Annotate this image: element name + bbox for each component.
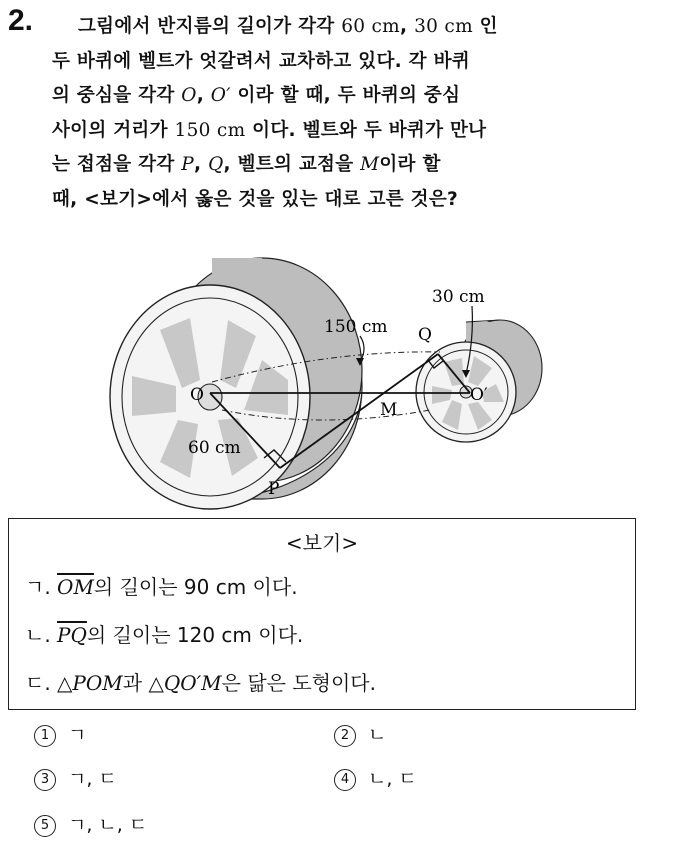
stem-line	[52, 45, 637, 80]
choice-4[interactable]	[334, 764, 417, 791]
bogi-item	[25, 571, 298, 600]
stem-line	[52, 148, 637, 183]
choice-number: 3	[34, 769, 56, 791]
bogi-math: $\overline{OM}$	[57, 575, 94, 599]
bogi-math: $\overline{PQ}$	[57, 623, 87, 647]
label-Q: Q	[418, 325, 432, 345]
question-number: 2.	[8, 4, 34, 37]
stem-text: 인	[472, 16, 498, 37]
bogi-item	[25, 619, 303, 648]
stem-text: ,	[196, 85, 211, 106]
belt-wheel-figure	[0, 240, 673, 510]
label-big-r: 60 cm	[188, 438, 241, 458]
label-O-prime: O′	[470, 385, 488, 405]
bogi-text: 의 길이는 120 cm 이다.	[86, 623, 304, 647]
choice-number: 5	[34, 815, 56, 837]
bogi-title: <보기>	[285, 531, 359, 555]
stem-text: 두 바퀴에 벨트가 엇갈려서 교차하고 있다. 각 바퀴	[52, 50, 470, 72]
choice-number: 2	[334, 725, 356, 747]
stem-math: M	[360, 154, 380, 175]
stem-math: 150 cm	[174, 119, 246, 141]
bogi-text: 과	[122, 671, 149, 695]
stem-line	[52, 79, 637, 114]
bogi-box	[8, 518, 636, 710]
choice-text: ㄴ	[368, 724, 387, 746]
stem-text: 의 중심을 각각	[52, 85, 182, 106]
stem-math: 60 cm	[341, 16, 401, 37]
choice-5[interactable]	[34, 810, 147, 837]
bogi-item	[25, 667, 376, 696]
bogi-mark: ㄷ.	[25, 671, 51, 695]
bogi-mark: ㄱ.	[25, 575, 51, 599]
label-O: O	[190, 385, 204, 405]
label-dist: 150 cm	[324, 317, 388, 337]
stem-line	[52, 10, 637, 45]
bogi-mark: ㄴ.	[25, 623, 51, 647]
stem-line	[52, 114, 637, 149]
stem-math: 30 cm	[414, 16, 473, 37]
choice-2[interactable]	[334, 720, 386, 747]
stem-text: , 벨트의 교점을	[223, 154, 361, 175]
stem-text: 이다. 벨트와 두 바퀴가 만나	[245, 119, 487, 141]
stem-line	[52, 183, 637, 218]
stem-text: 그림에서 반지름의 길이가 각각	[78, 16, 342, 37]
bogi-text: 의 길이는 90 cm 이다.	[93, 575, 298, 599]
label-P: P	[268, 479, 280, 499]
bogi-math: △POM	[57, 671, 123, 695]
stem-text: 이라 할	[379, 154, 441, 175]
stem-math: P	[181, 154, 194, 175]
bogi-math: △QO′M	[148, 671, 222, 695]
stem-text: 사이의 거리가	[52, 119, 175, 141]
label-M: M	[380, 400, 398, 420]
bogi-text: 은 닮은 도형이다.	[221, 671, 376, 695]
choice-1[interactable]	[34, 720, 86, 747]
choice-text: ㄱ, ㄴ, ㄷ	[68, 814, 148, 836]
stem-math: O′	[210, 85, 231, 106]
stem-text: 때, <보기>에서 옳은 것을 있는 대로 고른 것은?	[52, 188, 459, 210]
choice-number: 4	[334, 769, 356, 791]
stem-text: ,	[400, 16, 415, 37]
choice-text: ㄱ, ㄷ	[68, 768, 117, 790]
choice-text: ㄱ	[68, 724, 87, 746]
choice-text: ㄴ, ㄷ	[368, 768, 417, 790]
question-stem	[52, 10, 637, 217]
stem-math: Q	[208, 154, 224, 175]
choice-3[interactable]	[34, 764, 117, 791]
stem-math: O	[181, 85, 197, 106]
stem-text: ,	[194, 154, 209, 175]
choice-number: 1	[34, 725, 56, 747]
stem-text: 는 접점을 각각	[52, 154, 182, 175]
label-small-r: 30 cm	[432, 287, 485, 307]
stem-text: 이라 할 때, 두 바퀴의 중심	[230, 85, 461, 106]
